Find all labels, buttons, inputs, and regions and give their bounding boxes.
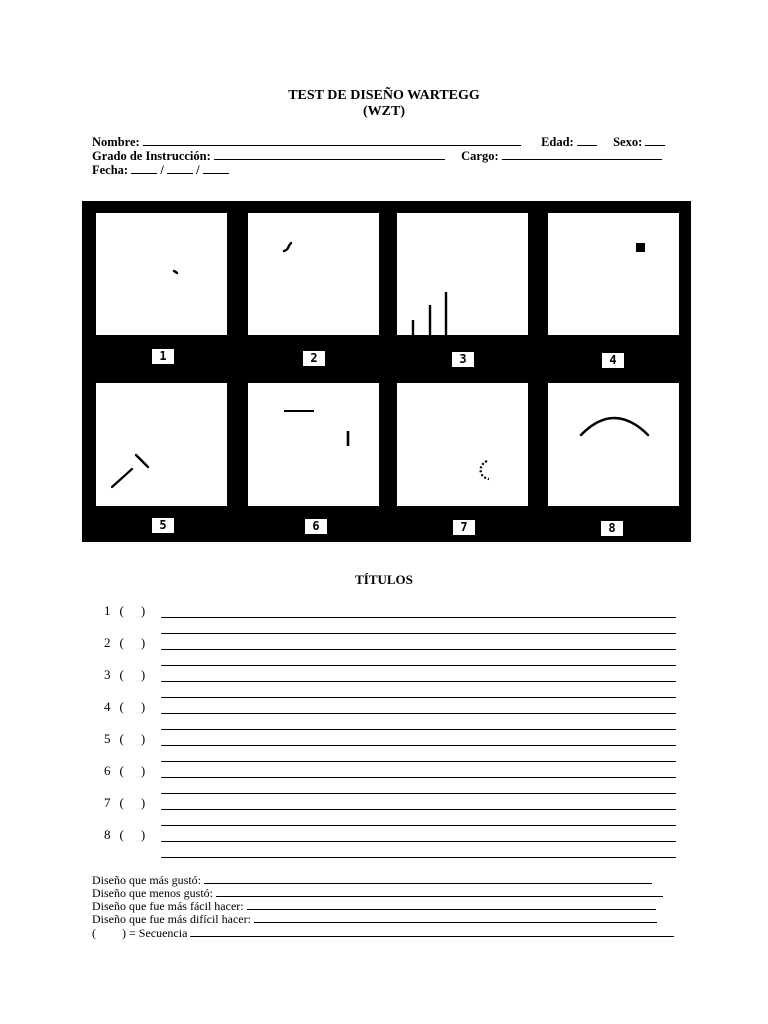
stimulus-perpendicular-lines — [248, 383, 379, 506]
cargo-label: Cargo: — [461, 149, 499, 163]
hardest-row — [92, 912, 657, 926]
title-line[interactable] — [161, 745, 676, 746]
title-row-open-paren: ( — [119, 763, 124, 778]
title-row-number: 1 — [104, 603, 111, 618]
title-row-label — [104, 668, 145, 682]
fecha-label: Fecha: — [92, 163, 129, 177]
title-line[interactable] — [161, 825, 676, 826]
title-row-number: 8 — [104, 827, 111, 842]
edad-field[interactable] — [577, 134, 597, 146]
title-line[interactable] — [161, 649, 676, 650]
title-line[interactable] — [161, 793, 676, 794]
title-row-open-paren: ( — [119, 827, 124, 842]
box-number-label: 8 — [601, 521, 623, 536]
fecha-month-field[interactable] — [167, 162, 193, 174]
fecha-separator: / — [196, 163, 200, 177]
title-row-open-paren: ( — [119, 795, 124, 810]
sequence-row — [92, 926, 674, 940]
fecha-separator: / — [160, 163, 164, 177]
least-liked-row — [92, 886, 663, 900]
title-row-label — [104, 604, 145, 618]
title-row-number: 2 — [104, 635, 111, 650]
title-row-label — [104, 636, 145, 650]
grado-label: Grado de Instrucción: — [92, 149, 211, 163]
title-row-close-paren: ) — [140, 699, 146, 714]
stimulus-diagonal-lines — [96, 383, 227, 506]
drawing-box-5[interactable] — [96, 383, 227, 506]
most-liked-row — [92, 873, 652, 887]
most-liked-field[interactable] — [204, 873, 652, 884]
drawing-box-6[interactable] — [248, 383, 379, 506]
easiest-field[interactable] — [247, 899, 656, 910]
title-row-close-paren: ) — [140, 635, 146, 650]
fecha-year-field[interactable] — [203, 162, 229, 174]
title-row-number: 4 — [104, 699, 111, 714]
title-row-open-paren: ( — [119, 699, 124, 714]
least-liked-field[interactable] — [216, 886, 663, 897]
fecha-day-field[interactable] — [131, 162, 157, 174]
most-liked-label: Diseño que más gustó: — [92, 873, 201, 887]
grado-field[interactable] — [214, 148, 445, 160]
nombre-label: Nombre: — [92, 135, 140, 149]
title-line[interactable] — [161, 681, 676, 682]
title-line[interactable] — [161, 841, 676, 842]
title-row-label — [104, 732, 145, 746]
title-row-close-paren: ) — [140, 667, 146, 682]
form-subtitle: (WZT) — [363, 104, 405, 119]
title-line[interactable] — [161, 713, 676, 714]
box-number-label: 5 — [152, 518, 174, 533]
title-row-close-paren: ) — [140, 731, 146, 746]
box-number-label: 6 — [305, 519, 327, 534]
title-line[interactable] — [161, 697, 676, 698]
title-row-label — [104, 764, 145, 778]
sequence-open-paren: ( — [92, 926, 96, 940]
cargo-field[interactable] — [502, 148, 662, 160]
stimulus-dotted-arc — [397, 383, 530, 506]
box-number-label: 7 — [453, 520, 475, 535]
easiest-row — [92, 899, 656, 913]
title-line[interactable] — [161, 761, 676, 762]
drawing-box-1[interactable] — [96, 213, 227, 335]
sequence-label: ) = Secuencia — [122, 926, 188, 940]
nombre-row — [92, 134, 665, 149]
stimulus-dot — [96, 213, 227, 335]
least-liked-label: Diseño que menos gustó: — [92, 886, 213, 900]
title-line[interactable] — [161, 617, 676, 618]
title-line[interactable] — [161, 809, 676, 810]
drawing-box-2[interactable] — [248, 213, 379, 335]
fecha-row — [92, 162, 229, 177]
box-number-label: 4 — [602, 353, 624, 368]
title-line[interactable] — [161, 633, 676, 634]
stimulus-square — [548, 213, 679, 335]
sexo-label: Sexo: — [613, 135, 643, 149]
title-row-close-paren: ) — [140, 827, 146, 842]
title-row-number: 7 — [104, 795, 111, 810]
title-row-number: 6 — [104, 763, 111, 778]
stimulus-arc — [548, 383, 679, 506]
stimulus-wave — [248, 213, 379, 335]
title-row-close-paren: ) — [140, 795, 146, 810]
box-number-label: 3 — [452, 352, 474, 367]
drawing-box-4[interactable] — [548, 213, 679, 335]
title-line[interactable] — [161, 777, 676, 778]
title-row-open-paren: ( — [119, 667, 124, 682]
sexo-field[interactable] — [645, 134, 665, 146]
sequence-line[interactable] — [190, 926, 674, 937]
title-row-open-paren: ( — [119, 731, 124, 746]
title-row-open-paren: ( — [119, 635, 124, 650]
edad-label: Edad: — [541, 135, 574, 149]
easiest-label: Diseño que fue más fácil hacer: — [92, 899, 244, 913]
title-row-number: 3 — [104, 667, 111, 682]
box-number-label: 2 — [303, 351, 325, 366]
wartegg-grid — [82, 201, 691, 542]
form-title: TEST DE DISEÑO WARTEGG — [288, 88, 480, 103]
title-row-close-paren: ) — [140, 603, 146, 618]
drawing-box-3[interactable] — [397, 213, 528, 335]
stimulus-ascending-lines — [397, 213, 530, 335]
title-row-label — [104, 700, 145, 714]
hardest-label: Diseño que fue más difícil hacer: — [92, 912, 251, 926]
nombre-field[interactable] — [143, 134, 521, 146]
title-row-label — [104, 828, 145, 842]
title-line[interactable] — [161, 857, 676, 858]
titles-heading: TÍTULOS — [355, 572, 413, 587]
title-line[interactable] — [161, 665, 676, 666]
title-row-number: 5 — [104, 731, 111, 746]
title-row-label — [104, 796, 145, 810]
grado-row — [92, 148, 662, 163]
drawing-box-7[interactable] — [397, 383, 528, 506]
title-row-close-paren: ) — [140, 763, 146, 778]
hardest-field[interactable] — [254, 912, 657, 923]
title-line[interactable] — [161, 729, 676, 730]
box-number-label: 1 — [152, 349, 174, 364]
drawing-box-8[interactable] — [548, 383, 679, 506]
title-row-open-paren: ( — [119, 603, 124, 618]
